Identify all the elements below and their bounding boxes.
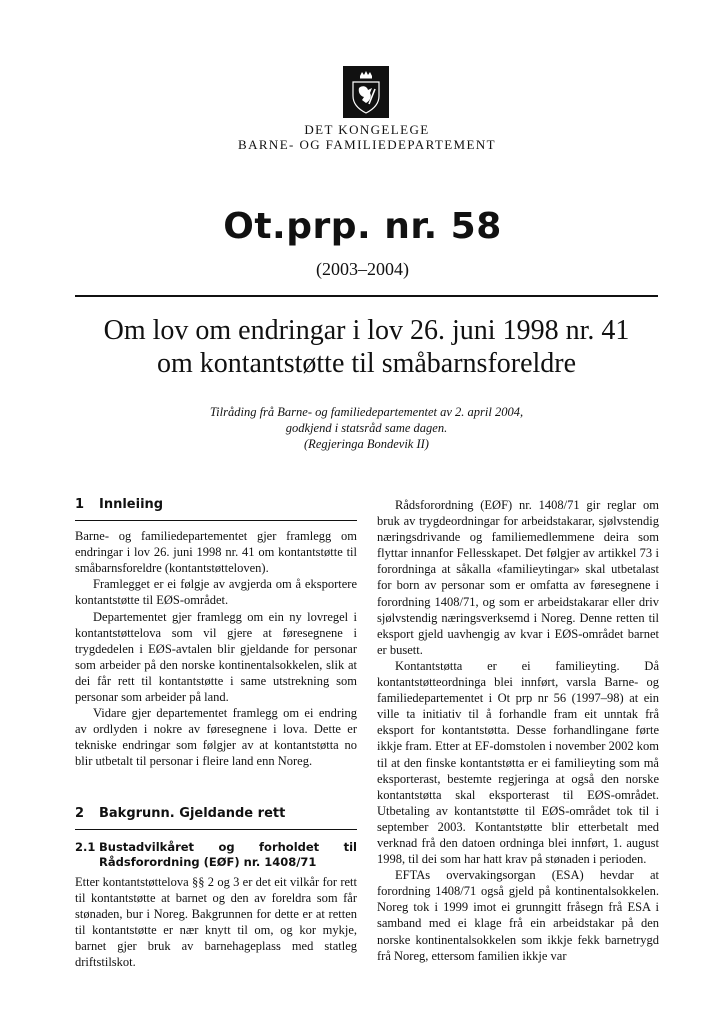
left-column: [75, 497, 357, 970]
right-column: [377, 497, 659, 964]
paragraph: Framlegget er ei følgje av avgjerda om å eksportere kontantstøtte til EØS-området.: [75, 577, 357, 608]
paragraph: Etter kontantstøttelova §§ 2 og 3 er det eit vilkår for rett til kontantstøtte at barnet og den av foreldra som får stønaden, bur i Noreg. Bakgrunnen for dette er at retten til kontantstøtte er nær knytt til om, og kor mykje, barnet gjer bruk av barnehageplass med statleg driftstilskot.: [75, 874, 357, 970]
recommendation-line-1: Tilråding frå Barne- og familiedepartementet av 2. april 2004,: [209, 405, 524, 419]
ministry-line-2: BARNE- OG FAMILIEDEPARTEMENT: [238, 137, 496, 152]
recommendation-note: [150, 404, 583, 452]
section-number: 2: [75, 805, 85, 821]
title-line-1: Om lov om endringar i lov 26. juni 1998 nr. 41: [103, 315, 630, 346]
section-1-heading: [75, 497, 357, 521]
recommendation-line-2: godkjend i statsråd same dagen.: [285, 421, 448, 435]
section-title: Innleiing: [99, 497, 164, 512]
recommendation-line-3: (Regjeringa Bondevik II): [304, 437, 429, 451]
section-title: Bakgrunn. Gjeldande rett: [99, 805, 286, 821]
section-number: 1: [75, 497, 85, 512]
paragraph: EFTAs overvakingsorgan (ESA) hevdar at forordning 1408/71 også gjeld på kontinentalsokkelen. Noreg tok i 1999 imot ei grunngitt fråsegn frå ESA i samband med ei klage frå ein arbeidstakar på den norske kontinentalsokkelen som ikkje fekk barnetrygd frå Noreg, ettersom familien ikkje var: [377, 868, 659, 963]
document-title: [60, 314, 673, 380]
paragraph: Rådsforordning (EØF) nr. 1408/71 gir reglar om bruk av trygdeordningar for arbeidstakarar, sjølvstendig næringsdrivande og familiemedlemmene deira som flyttar innanfor Fellesskapet. Det følgjer av artikkel 73 i forordninga at såkalla «familieytingar» skal utbetalast for born av personar som er omfatta av føresegnene i forordning 1408/71, og som er arbeidstakarar eller driv sjølvstendig næringsverksemd i Noreg. Denne retten til eksport gjeld uavhengig av kvar i EØS-området barnet er busett.: [377, 498, 659, 657]
paragraph: Vidare gjer departementet framlegg om ei endring av ordlyden i nokre av føresegnene i lova. Dette er tekniske endringar som følgjer av at kontantstøtta no blir utbetalt til personar i fleire land enn Noreg.: [75, 706, 357, 769]
subsection-title: Bustadvilkåret og forholdet til Rådsforordning (EØF) nr. 1408/71: [99, 839, 357, 869]
paragraph: Departementet gjer framlegg om ein ny lovregel i kontantstøttelova som vil gjere at føresegnene i trygdedelen i EØS-avtalen blir gjeldande for personar som arbeider på den norske kontinentalsokkelen, slik at dei får rett til kontantstøtte i same utstrekning som personar som arbeider på land.: [75, 609, 357, 705]
document-number: Ot.prp. nr. 58: [223, 206, 502, 247]
paragraph: Kontantstøtta er ei familieyting. Då kontantstøtteordninga blei innført, varsla Barne- og familiedepartementet i Ot prp nr 56 (1997–98) at ein ville ta initiativ til å forhandle fram eit unntak frå eksport for kontantstøtta. Desse forhandlingane førte ikkje fram. Etter at EF-domstolen i november 2002 kom til at den finske kontantstøtta er ei familieyting som må eksporterast, bestemte regjeringa at også den norske kontantstøtta skal eksporterast til EØS-området. Utbetaling av kontantstøtte til EØS-området tok til i september 2003. Kontantstøtte blir etterbetalt med verknad frå den datoen ordninga blei innført, 1. august 1998, til dei som har hatt krav på stønaden i perioden.: [377, 658, 659, 867]
subsection-number: 2.1: [75, 839, 96, 854]
royal-coat-of-arms-icon: [343, 66, 389, 118]
document-session: (2003–2004): [316, 259, 409, 279]
subsection-2-1-heading: [75, 840, 357, 870]
section-2-heading: [75, 806, 357, 830]
title-divider: [75, 295, 658, 297]
ministry-line-1: DET KONGELEGE: [304, 122, 430, 137]
paragraph: Barne- og familiedepartementet gjer framlegg om endringar i lov 26. juni 1998 nr. 41 om kontantstøtte til småbarnsforeldre (kontantstøtteloven).: [75, 529, 357, 576]
title-line-2: om kontantstøtte til småbarnsforeldre: [156, 348, 577, 379]
